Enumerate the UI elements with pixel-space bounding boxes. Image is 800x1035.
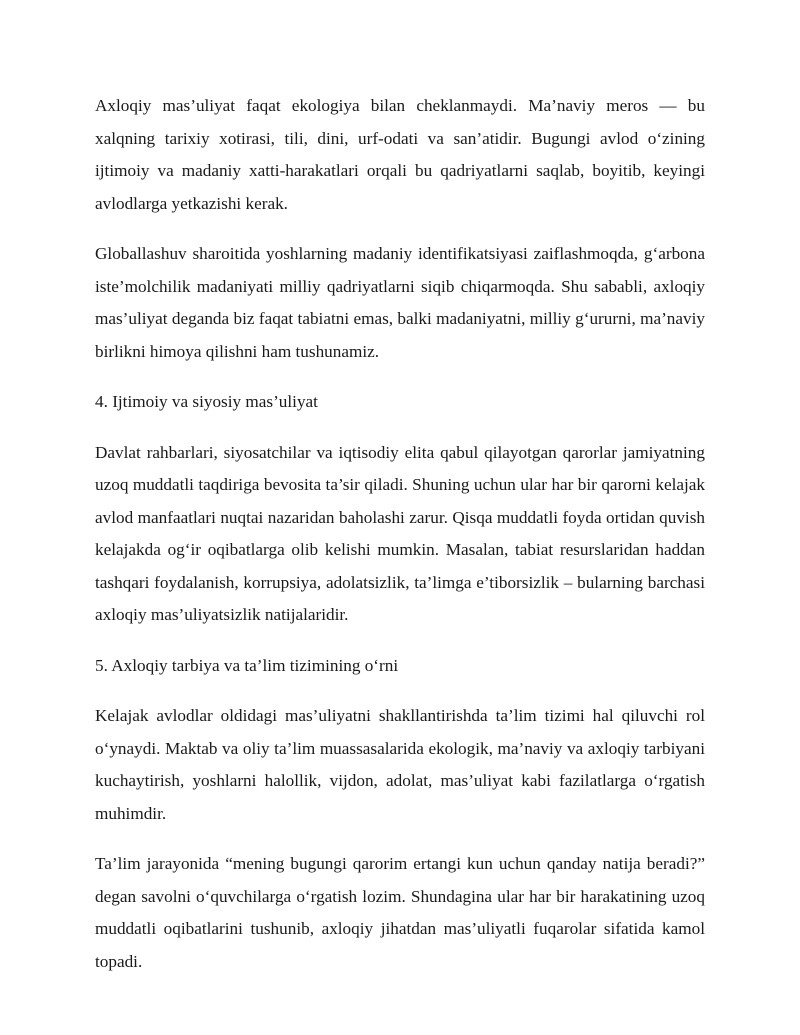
section-heading-education: 5. Axloqiy tarbiya va ta’lim tizimining o‘rni xyxy=(95,655,399,675)
paragraph-learning-process: Ta’lim jarayonida “mening bugungi qarorim ertangi kun uchun qanday natija beradi?” degan savolni o‘quvchilarga o‘rgatish lozim. Shundagina ular har bir harakatining uzoq muddatli oqibatlarini tushunib, axloqiy jihatdan mas’uliyatli fuqarolar sifatida kamol topadi. xyxy=(95,854,705,971)
paragraph-globalization: Globallashuv sharoitida yoshlarning madaniy identifikatsiyasi zaiflashmoqda, g‘arbona iste’molchilik madaniyati milliy qadriyatlarni siqib chiqarmoqda. Shu sababli, axloqiy mas’uliyat deganda biz faqat tabiatni emas, balki madaniyatni, milliy g‘ururni, ma’naviy birlikni himoya qilishni ham tushunamiz. xyxy=(95,244,705,361)
paragraph-leaders-decisions: Davlat rahbarlari, siyosatchilar va iqtisodiy elita qabul qilayotgan qarorlar jamiyatning uzoq muddatli taqdiriga bevosita ta’sir qiladi. Shuning uchun ular har bir qarorni kelajak avlod manfaatlari nuqtai nazaridan baholashi zarur. Qisqa muddatli foyda ortidan quvish kelajakda og‘ir oqibatlarga olib kelishi mumkin. Masalan, tabiat resurslaridan haddan tashqari foydalanish, korrupsiya, adolatsizlik, ta’limga e’tiborsizlik – bularning barchasi axloqiy mas’uliyatsizlik natijalaridir. xyxy=(95,442,705,624)
paragraph-moral-heritage: Axloqiy mas’uliyat faqat ekologiya bilan cheklanmaydi. Ma’naviy meros — bu xalqning tarixiy xotirasi, tili, dini, urf-odati va san’atidir. Bugungi avlod o‘zining ijtimoiy va madaniy xatti-harakatlari orqali bu qadriyatlarni saqlab, boyitib, keyingi avlodlarga yetkazishi kerak. xyxy=(95,96,705,213)
section-heading-social-political: 4. Ijtimoiy va siyosiy mas’uliyat xyxy=(95,392,318,411)
paragraph-education-role: Kelajak avlodlar oldidagi mas’uliyatni shakllantirishda ta’lim tizimi hal qiluvchi rol o‘ynaydi. Maktab va oliy ta’lim muassasalarida ekologik, ma’naviy va axloqiy tarbiyani kuchaytirish, yoshlarni halollik, vijdon, adolat, mas’uliyat kabi fazilatlarga o‘rgatish muhimdir. xyxy=(95,706,705,823)
document-body xyxy=(95,90,705,996)
